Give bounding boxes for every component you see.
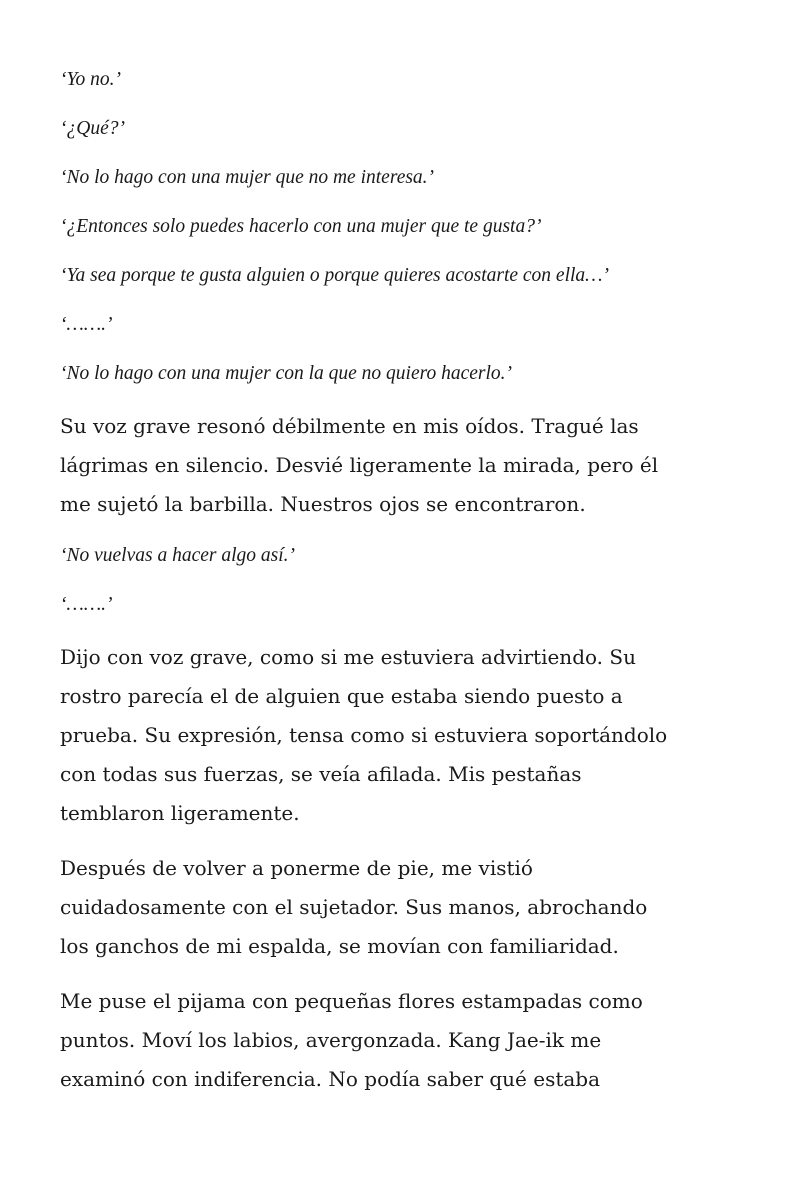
dialogue-line: ‘No vuelvas a hacer algo así.’ — [60, 545, 296, 566]
paragraph-line: Su voz grave resonó débilmente en mis oídos. Tragué las — [60, 414, 639, 438]
paragraph-line: puntos. Moví los labios, avergonzada. Kang Jae-ik me — [60, 1028, 602, 1052]
document-page — [60, 0, 740, 1200]
paragraph-line: prueba. Su expresión, tensa como si estuviera soportándolo — [60, 723, 668, 747]
dialogue-line: ‘¿Entonces solo puedes hacerlo con una mujer que te gusta?’ — [60, 216, 542, 237]
dialogue-line: ‘¿Qué?’ — [60, 118, 125, 139]
paragraph-line: me sujetó la barbilla. Nuestros ojos se encontraron. — [60, 492, 586, 516]
paragraph-line: cuidadosamente con el sujetador. Sus manos, abrochando — [60, 895, 648, 919]
dialogue-line: ‘No lo hago con una mujer que no me interesa.’ — [60, 167, 435, 188]
paragraph-line: rostro parecía el de alguien que estaba siendo puesto a — [60, 684, 623, 708]
paragraph-line: examinó con indiferencia. No podía saber qué estaba — [60, 1067, 601, 1091]
paragraph-line: los ganchos de mi espalda, se movían con familiaridad. — [60, 934, 619, 958]
paragraph-line: temblaron ligeramente. — [60, 801, 300, 825]
dialogue-line: ‘No lo hago con una mujer con la que no quiero hacerlo.’ — [60, 363, 513, 384]
paragraph-line: con todas sus fuerzas, se veía afilada. Mis pestañas — [60, 762, 582, 786]
paragraph-line: lágrimas en silencio. Desvié ligeramente la mirada, pero él — [60, 453, 659, 477]
dialogue-line: ‘…….’ — [60, 314, 113, 335]
paragraph-line: Dijo con voz grave, como si me estuviera advirtiendo. Su — [60, 645, 636, 669]
narrative-paragraph — [60, 638, 740, 833]
narrative-paragraph — [60, 982, 740, 1099]
paragraph-line: Me puse el pijama con pequeñas flores estampadas como — [60, 989, 643, 1013]
dialogue-line: ‘Yo no.’ — [60, 69, 122, 90]
dialogue-line: ‘Ya sea porque te gusta alguien o porque quieres acostarte con ella…’ — [60, 265, 610, 286]
paragraph-line: Después de volver a ponerme de pie, me vistió — [60, 856, 533, 880]
dialogue-line: ‘…….’ — [60, 594, 113, 615]
narrative-paragraph — [60, 849, 740, 966]
narrative-paragraph — [60, 407, 740, 524]
